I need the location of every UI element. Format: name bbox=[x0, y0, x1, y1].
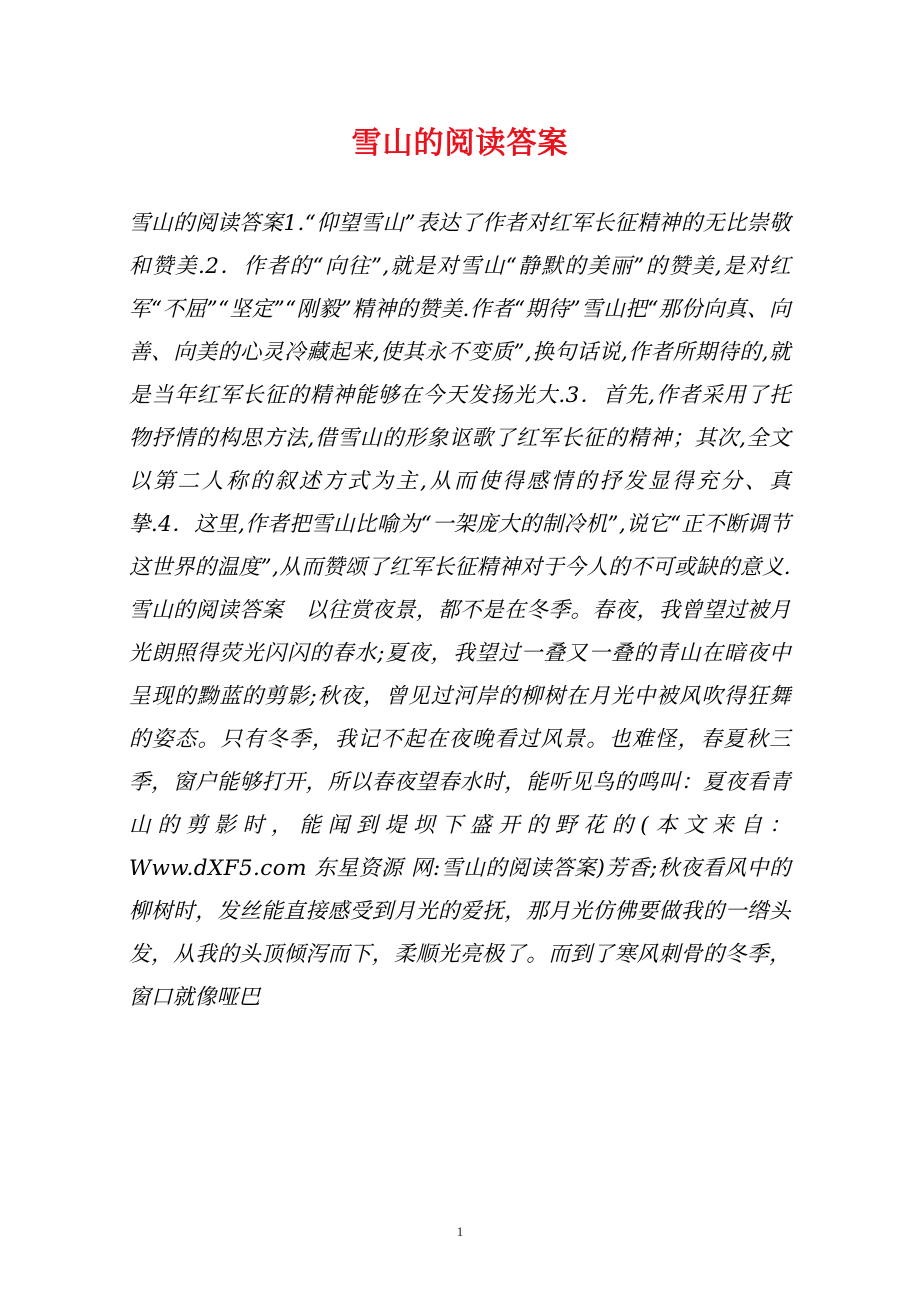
page-title: 雪山的阅读答案 bbox=[351, 126, 569, 161]
document-body bbox=[129, 162, 791, 1019]
page-number: 1 bbox=[456, 1224, 464, 1239]
body-paragraph: 雪山的阅读答案1.“仰望雪山”表达了作者对红军长征精神的无比崇敬和赞美.2．作者的“向往”,就是对雪山“静默的美丽”的赞美,是对红军“不屈”“坚定”“刚毅”精神的赞美.作者“期待”雪山把“那份向真、向善、向美的心灵冷藏起来,使其永不变质”,换句话说,作者所期待的,就是当年红军长征的精神能够在今天发扬光大.3．首先,作者采用了托物抒情的构思方法,借雪山的形象讴歌了红军长征的精神；其次,全文以第二人称的叙述方式为主,从而使得感情的抒发显得充分、真挚.4．这里,作者把雪山比喻为“一架庞大的制冷机”,说它“正不断调节这世界的温度”,从而赞颂了红军长征精神对于今人的不可或缺的意义.雪山的阅读答案 以往赏夜景，都不是在冬季。春夜，我曾望过被月光朗照得荧光闪闪的春水;夏夜，我望过一叠又一叠的青山在暗夜中呈现的黝蓝的剪影;秋夜，曾见过河岸的柳树在月光中被风吹得狂舞的姿态。只有冬季，我记不起在夜晚看过风景。也难怪，春夏秋三季，窗户能够打开，所以春夜望春水时，能听见鸟的鸣叫：夏夜看青山的剪影时，能闻到堤坝下盛开的野花的(本文来自：Www.dXF5.com 东星资源 网:雪山的阅读答案)芳香;秋夜看风中的柳树时，发丝能直接感受到月光的爱抚，那月光仿佛要做我的一绺头发，从我的头顶倾泻而下，柔顺光亮极了。而到了寒风刺骨的冬季，窗口就像哑巴 bbox=[129, 211, 791, 1010]
